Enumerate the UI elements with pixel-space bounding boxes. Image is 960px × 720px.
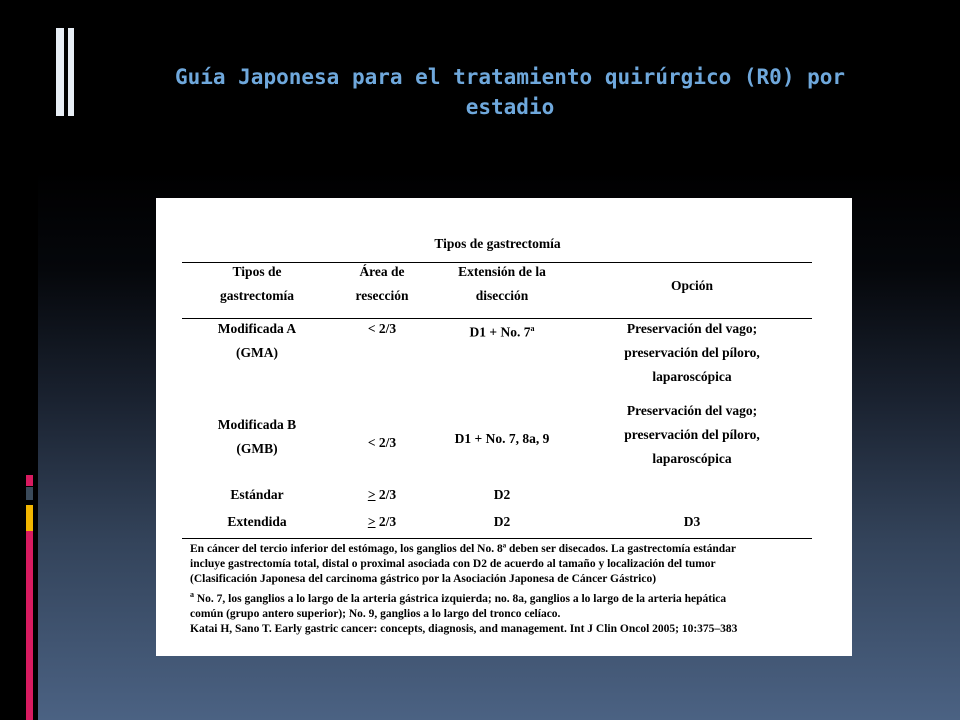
row4-area-symbol: >: [367, 514, 376, 529]
row3-area-value: 2/3: [375, 487, 397, 502]
footnote-line2: incluye gastrectomía total, distal o proximal asociada con D2 de acuerdo al tamaño y localización del tumor: [190, 558, 716, 570]
header-area-line1: Área de: [359, 264, 405, 279]
decor-bar-right: [68, 28, 74, 116]
footnote-line3: (Clasificación Japonesa del carcinoma gástrico por la Asociación Japonesa de Cáncer Gástrico): [190, 573, 657, 585]
row1-option-line1: Preservación del vago;: [626, 321, 758, 336]
row1-option: [572, 317, 812, 389]
footnote-line1: En cáncer del tercio inferior del estómago, los ganglios del No. 8ª deben ser disecados. La gastrectomía estándar: [190, 543, 737, 555]
row2-option-line3: laparoscópica: [652, 451, 732, 466]
row2-option: [572, 399, 812, 471]
header-type-line1: Tipos de: [232, 264, 282, 279]
row2-option-line1: Preservación del vago;: [626, 403, 758, 418]
row2-area: < 2/3: [367, 435, 397, 450]
row4-extent: D2: [493, 514, 511, 529]
row4-type: Extendida: [227, 514, 287, 529]
row3-area: [332, 483, 432, 507]
row2-option-line2: preservación del píloro,: [624, 427, 760, 442]
footnote-line4-text: No. 7, los ganglios a lo largo de la arteria gástrica izquierda; no. 8a, ganglios a lo largo de la arteria hepática: [194, 592, 727, 605]
table-caption: Tipos de gastrectomía: [434, 236, 561, 251]
row2-type: [182, 413, 332, 461]
row1-extent-sup: a: [530, 324, 535, 333]
footnote-line6: Katai H, Sano T. Early gastric cancer: concepts, diagnosis, and management. Int J Clin Oncol 2005; 10:375–383: [190, 622, 738, 635]
footnote-line5: común (grupo antero superior); No. 9, ganglios a lo largo del tronco celíaco.: [190, 607, 561, 620]
row4-area: [332, 510, 432, 534]
row2-type-line2: (GMB): [236, 441, 278, 456]
header-extent-line2: disección: [475, 288, 529, 303]
row1-type: [182, 317, 332, 365]
header-area-line2: resección: [355, 288, 409, 303]
row3-extent: D2: [493, 487, 511, 502]
row1-option-line2: preservación del píloro,: [624, 345, 760, 360]
accent-mark-yellow: [26, 505, 33, 531]
header-area: [332, 260, 432, 308]
row4-option: D3: [683, 514, 701, 529]
accent-mark-pink-long: [26, 531, 33, 720]
slide-title-line2: estadio: [465, 95, 555, 119]
accent-mark-gray: [26, 487, 33, 500]
header-type-line2: gastrectomía: [220, 288, 294, 303]
footnote-line4-mark: a: [190, 590, 194, 599]
row3-area-symbol: >: [367, 487, 376, 502]
row1-option-line3: laparoscópica: [652, 369, 732, 384]
row1-type-line2: (GMA): [236, 345, 278, 360]
footnotes: [190, 542, 815, 637]
row1-area: < 2/3: [367, 321, 397, 336]
slide-title: [120, 62, 900, 122]
header-extent-line1: Extensión de la: [458, 264, 546, 279]
row2-extent: D1 + No. 7, 8a, 9: [454, 431, 550, 446]
row2-type-line1: Modificada B: [217, 417, 297, 432]
header-type: [182, 260, 332, 308]
row3-type: Estándar: [230, 487, 284, 502]
header-extent: [432, 260, 572, 308]
header-option: Opción: [670, 278, 713, 293]
decor-bar-left: [56, 28, 64, 116]
slide-title-line1: Guía Japonesa para el tratamiento quirúrgico (R0) por: [174, 65, 846, 89]
row1-extent: [432, 317, 572, 345]
table-figure: [156, 198, 852, 656]
row1-extent-text: D1 + No. 7: [469, 324, 531, 340]
rule-bottom: [182, 538, 812, 539]
accent-mark-pink: [26, 475, 33, 486]
row1-type-line1: Modificada A: [217, 321, 297, 336]
footnote-line4: [190, 587, 815, 607]
row4-area-value: 2/3: [375, 514, 397, 529]
